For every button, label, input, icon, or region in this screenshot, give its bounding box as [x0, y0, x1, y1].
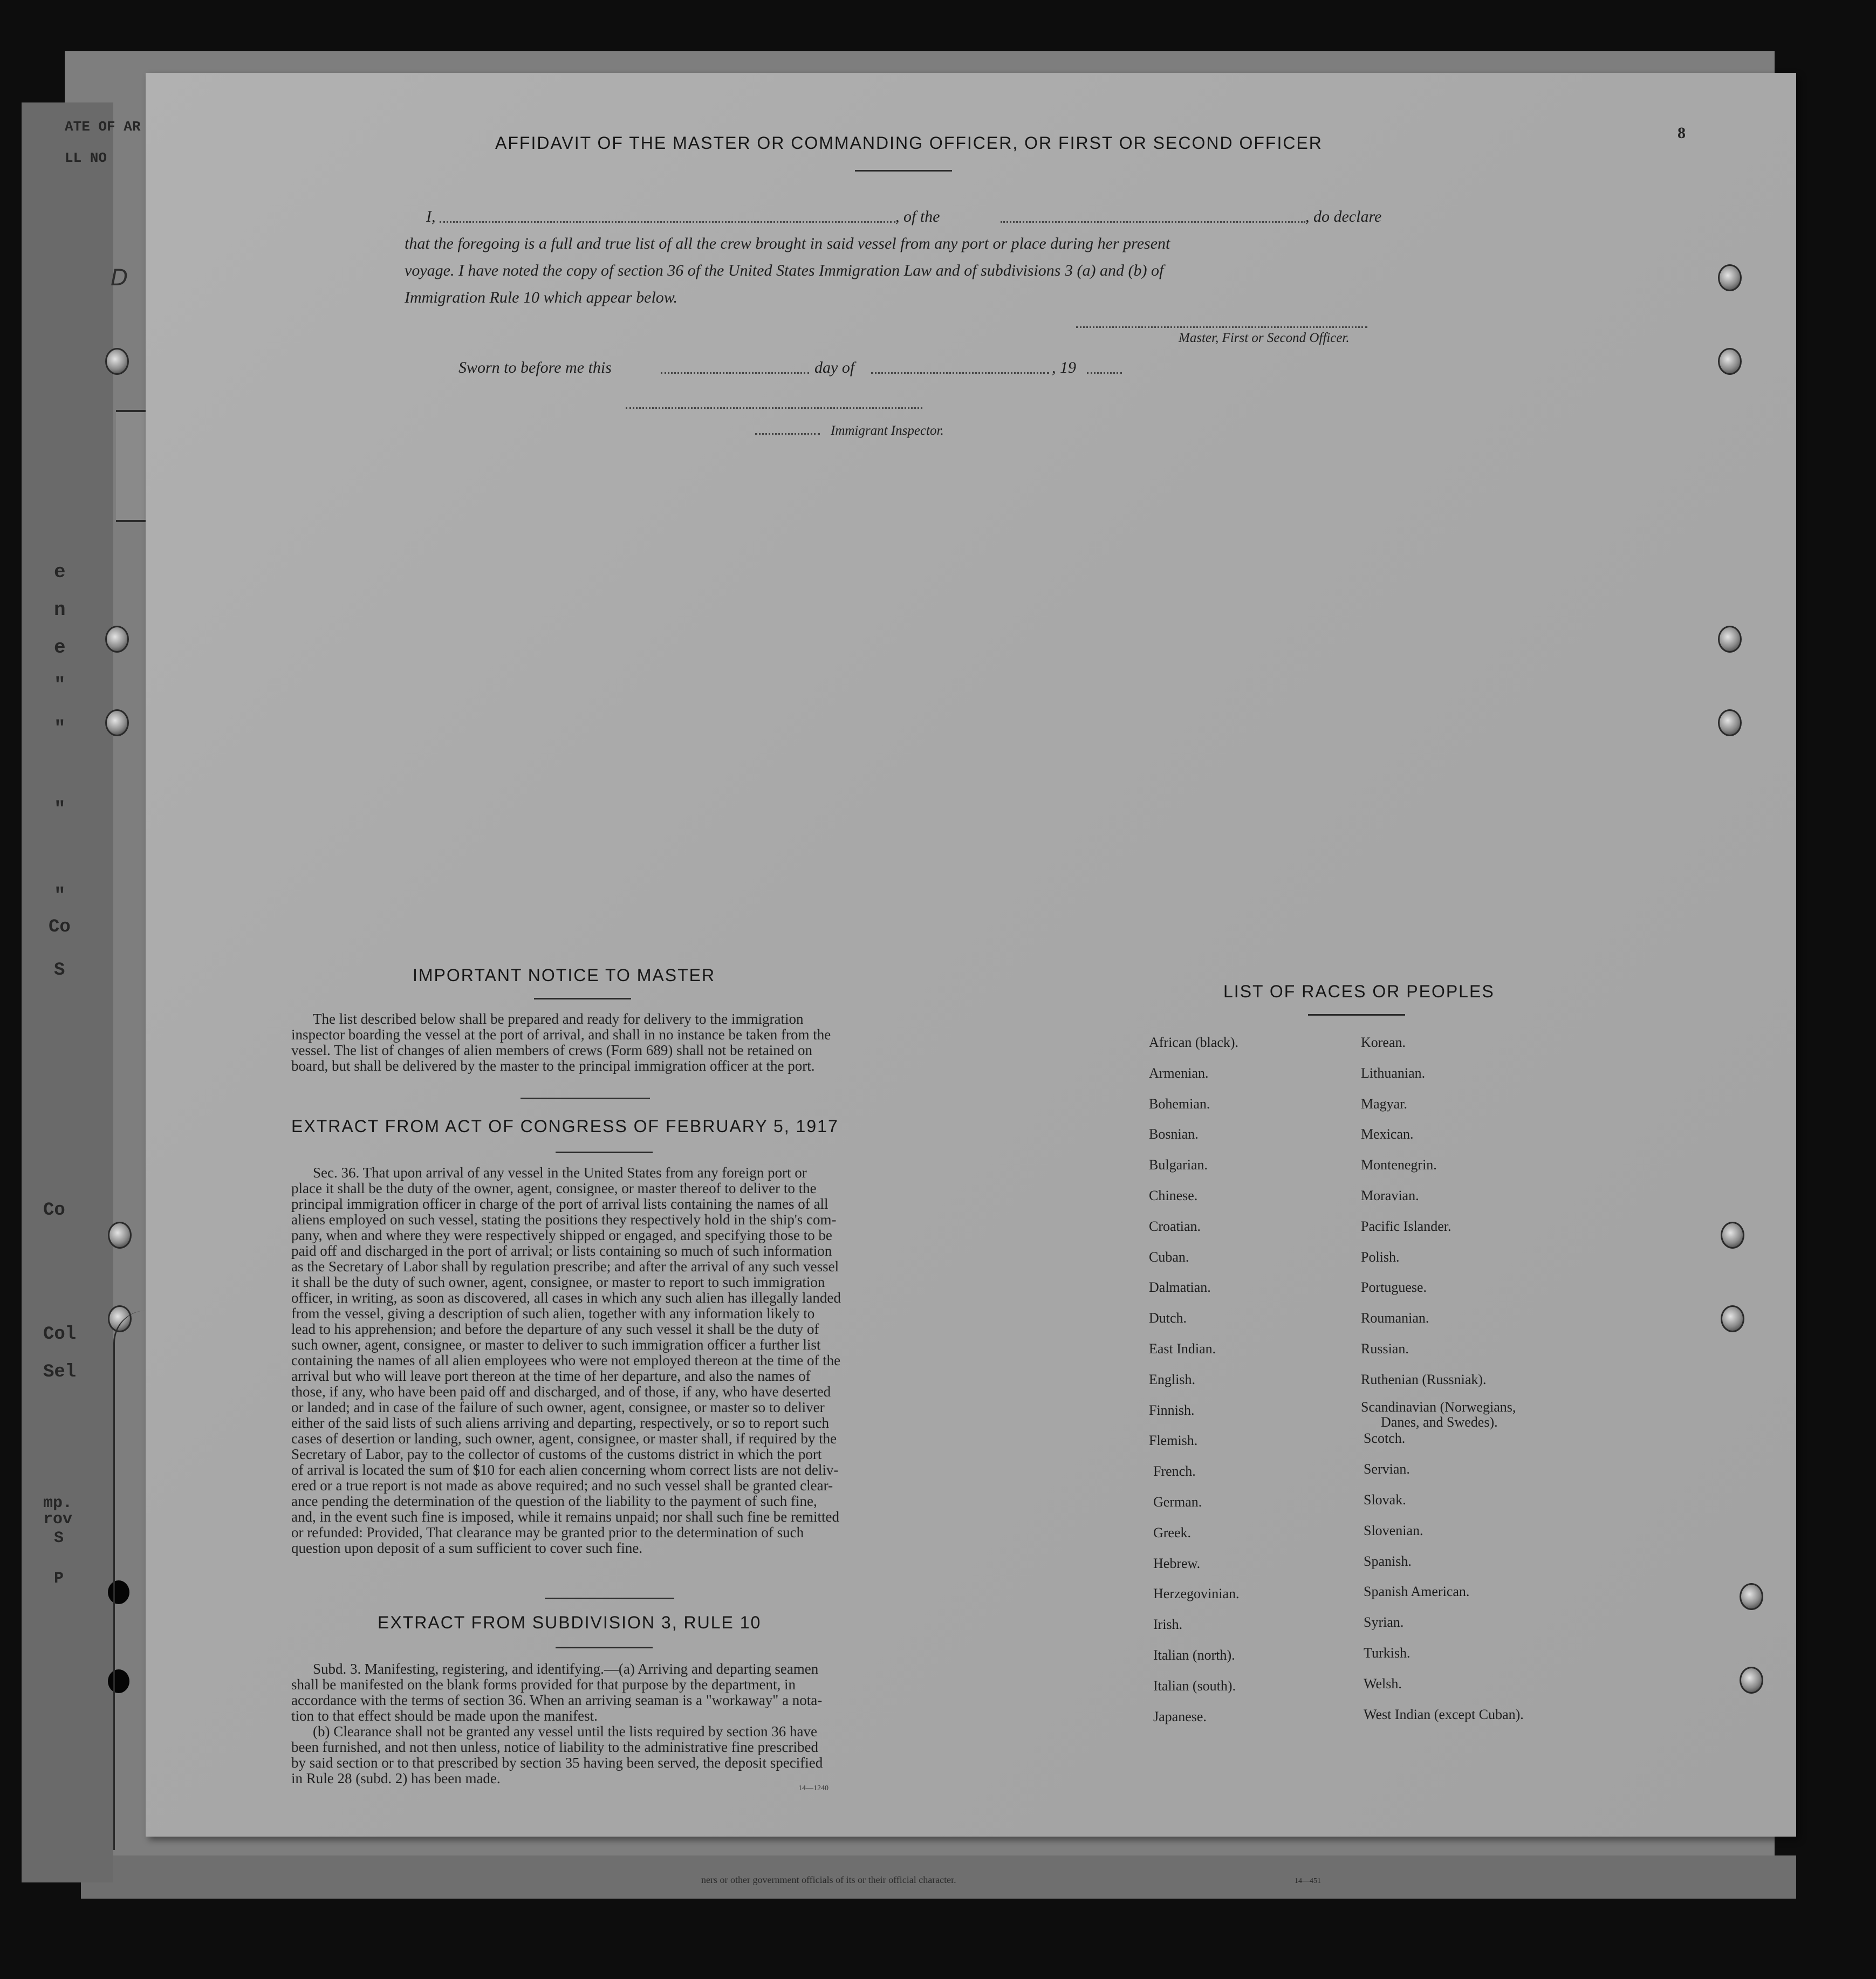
title-rule — [855, 170, 952, 172]
race-item-continuation: Danes, and Swedes). — [1381, 1414, 1498, 1430]
punch-hole — [1718, 626, 1742, 653]
punch-hole — [1740, 1583, 1763, 1610]
race-item: Bosnian. — [1149, 1126, 1199, 1142]
race-item: Flemish. — [1149, 1433, 1198, 1449]
edge-fragment: n — [54, 599, 66, 621]
race-item: Spanish American. — [1364, 1584, 1470, 1600]
sworn-year: , 19 — [1052, 359, 1076, 376]
edge-fragment: rov — [43, 1510, 73, 1529]
race-item: Welsh. — [1364, 1675, 1402, 1692]
race-item: Irish. — [1153, 1617, 1183, 1633]
edge-fragment: LL NO — [65, 150, 107, 166]
race-item: Italian (north). — [1153, 1647, 1235, 1663]
race-item: Finnish. — [1149, 1402, 1195, 1418]
signature-blank — [1076, 326, 1367, 328]
race-item: French. — [1153, 1463, 1196, 1480]
race-item: Montenegrin. — [1361, 1157, 1437, 1173]
edge-fragment: ATE OF AR — [65, 119, 141, 135]
race-item: Bulgarian. — [1149, 1157, 1208, 1173]
affidavit-i: I, — [426, 208, 436, 225]
form-sheet — [111, 73, 1796, 1837]
race-item: Turkish. — [1364, 1645, 1411, 1661]
rule-line: by said section or to that prescribed by section 35 having been served, the deposit specified — [291, 1755, 823, 1771]
race-item: Dutch. — [1149, 1310, 1187, 1326]
punch-hole — [105, 709, 129, 736]
race-item: Spanish. — [1364, 1553, 1412, 1569]
race-item: Bohemian. — [1149, 1095, 1210, 1112]
rule-line: (b) Clearance shall not be granted any vessel until the lists required by section 36 have — [313, 1723, 817, 1740]
race-item: Pacific Islander. — [1361, 1218, 1451, 1234]
race-item: Polish. — [1361, 1249, 1400, 1265]
punch-hole — [1718, 709, 1742, 736]
race-item: Chinese. — [1149, 1188, 1198, 1203]
punch-hole — [1721, 1305, 1744, 1332]
act-line: such owner, agent, consignee, or master to deliver to such immigration officer a further list — [291, 1337, 821, 1353]
edge-fragment: " — [54, 717, 66, 739]
act-line: principal immigration officer in charge of the port of arrival lists containing the names of all — [291, 1196, 829, 1212]
section-rule — [545, 1598, 674, 1599]
punch-hole — [108, 1222, 132, 1249]
punch-hole — [1718, 348, 1742, 375]
act-line: arrival but who will leave port thereon at the time of her departure, and also the names of — [291, 1368, 811, 1384]
act-line: or landed; and in case of the failure of such owner, agent, consignee, or master so to deliver — [291, 1399, 825, 1415]
section-rule — [521, 1098, 650, 1099]
affidavit-line: that the foregoing is a full and true list of all the crew brought in said vessel from any port or place during her present — [405, 235, 1170, 252]
race-item: West Indian (except Cuban). — [1364, 1706, 1524, 1722]
title-rule — [1308, 1014, 1405, 1016]
affidavit-title: AFFIDAVIT OF THE MASTER OR COMMANDING OFFICER, OR FIRST OR SECOND OFFICER — [495, 133, 1323, 153]
act-line: containing the names of all alien employees who were not employed thereon at the time of the — [291, 1352, 841, 1368]
act-line: paid off and discharged in the port of arrival; or lists containing so much of such information — [291, 1243, 832, 1259]
signature-label: Master, First or Second Officer. — [1179, 331, 1350, 345]
rule-line: been furnished, and not then unless, notice of liability to the administrative fine prescribed — [291, 1739, 818, 1755]
underlying-footer-text: ners or other government officials of its or their official character. — [701, 1874, 956, 1885]
race-item: Portuguese. — [1361, 1279, 1427, 1296]
page-mark: 8 — [1678, 124, 1686, 142]
edge-fragment: S — [54, 960, 65, 981]
sworn-day-blank — [661, 372, 809, 374]
notice-line: vessel. The list of changes of alien members of crews (Form 689) shall not be retained on — [291, 1042, 812, 1058]
underlying-form-code: 14—451 — [1295, 1877, 1321, 1885]
notice-line: The list described below shall be prepared and ready for delivery to the immigration — [313, 1011, 804, 1027]
act-line: officer, in writing, as soon as discovered, all cases in which any such alien has illegally landed — [291, 1290, 841, 1306]
race-item: Dalmatian. — [1149, 1279, 1211, 1296]
race-item: Cuban. — [1149, 1249, 1189, 1265]
sworn-month-blank — [871, 372, 1049, 374]
notice-paragraph — [291, 1011, 898, 1074]
race-item: Servian. — [1364, 1461, 1410, 1477]
sworn-day-of: day of — [814, 359, 855, 376]
title-rule — [556, 1647, 653, 1648]
edge-fragment: e — [54, 561, 66, 583]
act-line: it shall be the duty of such owner, agent, consignee, or master to report to such immigration — [291, 1274, 825, 1290]
act-line: cases of desertion or landing, such owner, agent, consignee, or master shall, if required by the — [291, 1430, 837, 1447]
punch-hole — [105, 626, 129, 653]
act-line: as the Secretary of Labor shall by regulation prescribe; and after the arrival of any such vessel — [291, 1258, 839, 1275]
act-line: place it shall be the duty of the owner, agent, consignee, or master thereof to deliver to the — [291, 1180, 817, 1196]
edge-fragment: " — [54, 674, 66, 696]
rule-line: in Rule 28 (subd. 2) has been made. — [291, 1770, 501, 1786]
rule-line: tion to that effect should be made upon the manifest. — [291, 1708, 598, 1724]
race-item: Moravian. — [1361, 1188, 1419, 1203]
act-line: either of the said lists of such aliens arriving and departing, respectively, or so to report such — [291, 1415, 829, 1431]
race-item: Ruthenian (Russniak). — [1361, 1371, 1487, 1387]
edge-fragment: mp. — [43, 1494, 73, 1512]
inspector-blank — [626, 407, 922, 409]
race-item: Italian (south). — [1153, 1677, 1236, 1694]
act-line: Secretary of Labor, pay to the collector of customs of the customs district in which the port — [291, 1446, 822, 1462]
race-item: Japanese. — [1153, 1708, 1207, 1724]
act-line: ered or a true report is not made as above required; and no such vessel shall be granted clear- — [291, 1477, 833, 1494]
act-line: pany, when and where they were respectively shipped or engaged, and specifying those to be — [291, 1227, 832, 1243]
act-line: question upon deposit of a sum sufficient to cover such fine. — [291, 1540, 643, 1556]
race-item: Slovak. — [1364, 1492, 1406, 1508]
punch-hole — [1721, 1222, 1744, 1249]
race-item: Slovenian. — [1364, 1522, 1423, 1538]
act-line: or refunded: Provided, That clearance may be granted prior to the determination of such — [291, 1524, 804, 1540]
race-item: Hebrew. — [1153, 1555, 1201, 1571]
race-item: Russian. — [1361, 1341, 1409, 1357]
title-rule — [556, 1152, 653, 1153]
race-item: English. — [1149, 1371, 1195, 1387]
rule-paragraph — [291, 1661, 898, 1786]
act-line: those, if any, who have been paid off and discharged, and of those, if any, who have deserted — [291, 1384, 831, 1400]
punch-hole — [105, 348, 129, 375]
act-line: and, in the event such fine is imposed, while it remains unpaid; nor shall such fine be remitted — [291, 1509, 840, 1525]
act-line: from the vessel, giving a description of such alien, together with any information likely to — [291, 1305, 815, 1321]
act-paragraph — [291, 1165, 898, 1556]
notice-title: IMPORTANT NOTICE TO MASTER — [413, 965, 716, 985]
notice-line: board, but shall be delivered by the master to the principal immigration officer at the port. — [291, 1058, 815, 1074]
race-item: East Indian. — [1149, 1341, 1216, 1357]
races-title: LIST OF RACES OR PEOPLES — [1223, 982, 1495, 1001]
race-item: Korean. — [1361, 1035, 1406, 1050]
pencil-mark: D — [111, 264, 128, 291]
act-line: ance pending the determination of the question of the liability to the payment of such fine, — [291, 1493, 817, 1509]
act-line: of arrival is located the sum of $10 for each alien concerning whom correct lists are not deliv- — [291, 1462, 839, 1478]
race-item: German. — [1153, 1494, 1202, 1510]
edge-fragment: Sel — [43, 1362, 77, 1382]
rule-line: Subd. 3. Manifesting, registering, and identifying.—(a) Arriving and departing seamen — [313, 1661, 819, 1677]
form-code: 14—1240 — [798, 1784, 829, 1792]
notice-line: inspector boarding the vessel at the port of arrival, and shall in no instance be taken from the — [291, 1026, 831, 1043]
race-item: Roumanian. — [1361, 1310, 1429, 1326]
inspector-label: Immigrant Inspector. — [831, 423, 944, 438]
edge-fragment: Co — [49, 917, 71, 937]
race-item: Lithuanian. — [1361, 1065, 1426, 1081]
affidavit-line: voyage. I have noted the copy of section 36 of the United States Immigration Law and of subdivisions 3 (a) and (b) of — [405, 262, 1164, 279]
name-blank — [440, 221, 895, 223]
rule-line: shall be manifested on the blank forms provided for that purpose by the department, in — [291, 1676, 796, 1693]
title-rule — [534, 998, 631, 999]
underlying-sheet-left-edge — [22, 102, 113, 1882]
race-item: African (black). — [1149, 1035, 1239, 1050]
edge-fragment: Col — [43, 1324, 77, 1345]
sworn-year-blank — [1087, 372, 1122, 374]
race-item: Syrian. — [1364, 1614, 1404, 1631]
act-line: Sec. 36. That upon arrival of any vessel in the United States from any foreign port or — [313, 1165, 807, 1181]
vessel-blank — [1001, 221, 1305, 223]
edge-fragment: P — [54, 1570, 64, 1588]
race-item: Mexican. — [1361, 1126, 1414, 1142]
punch-hole — [1740, 1667, 1763, 1694]
inspector-blank-short — [755, 433, 820, 435]
edge-fragment: " — [54, 798, 66, 820]
race-item: Magyar. — [1361, 1095, 1407, 1112]
edge-fragment: S — [54, 1529, 64, 1547]
race-item: Greek. — [1153, 1524, 1192, 1540]
race-item: Herzegovinian. — [1153, 1586, 1240, 1602]
act-line: lead to his apprehension; and before the departure of any such vessel it shall be the duty of — [291, 1321, 819, 1337]
race-item: Armenian. — [1149, 1065, 1209, 1081]
affidavit-do-declare: , do declare — [1305, 208, 1382, 225]
edge-fragment: e — [54, 636, 66, 659]
punch-hole — [1718, 264, 1742, 291]
affidavit-of-the: , of the — [895, 208, 940, 225]
sworn-text: Sworn to before me this — [458, 359, 612, 376]
race-item: Scotch. — [1364, 1430, 1406, 1447]
act-line: aliens employed on such vessel, stating the positions they respectively hold in the ship's com- — [291, 1211, 837, 1228]
edge-fragment: " — [54, 885, 66, 907]
race-item: Scandinavian (Norwegians, — [1361, 1399, 1516, 1415]
rule-line: accordance with the terms of section 36. When an arriving seaman is a "workaway" a nota- — [291, 1692, 823, 1708]
race-item: Croatian. — [1149, 1218, 1201, 1234]
edge-fragment: Co — [43, 1200, 65, 1221]
act-title: EXTRACT FROM ACT OF CONGRESS OF FEBRUARY 5, 1917 — [291, 1117, 839, 1136]
affidavit-line: Immigration Rule 10 which appear below. — [405, 289, 678, 306]
rule-title: EXTRACT FROM SUBDIVISION 3, RULE 10 — [378, 1613, 762, 1632]
